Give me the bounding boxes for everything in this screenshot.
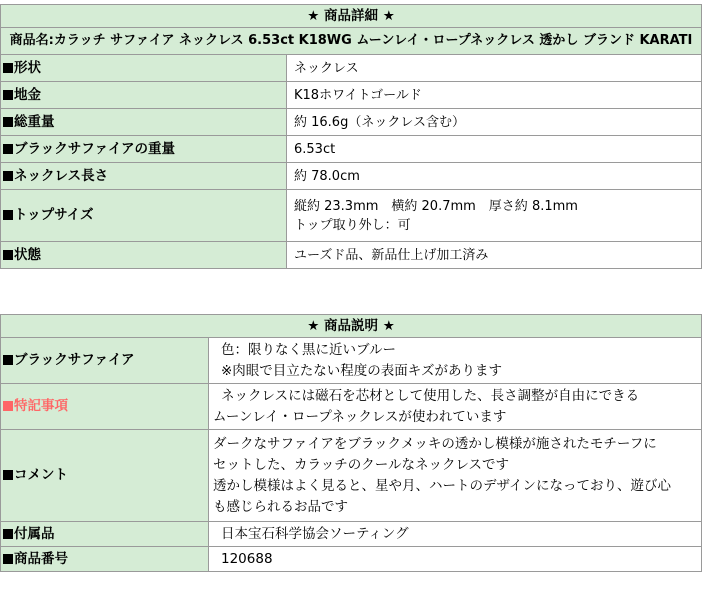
spec-value: ネックレス — [294, 60, 359, 76]
bullet-square-icon — [3, 63, 13, 73]
details-header: ★ 商品詳細 ★ — [1, 5, 702, 28]
product-name: 商品名:カラッチ サファイア ネックレス 6.53ct K18WG ムーンレイ・ロープネックレス 透かし ブランド KARATI — [1, 28, 702, 55]
desc-value-line: ダークなサファイアをブラックメッキの透かし模様が施されたモチーフに — [213, 435, 657, 452]
desc-label: ブラックサファイア — [14, 352, 135, 368]
desc-value-line: ネックレスには磁石を芯材として使用した、長さ調整が自由にできる — [221, 387, 640, 404]
spec-row-metal — [1, 82, 702, 109]
desc-value: 日本宝石科学協会ソーティング — [221, 525, 409, 542]
desc-value-line: 色：限りなく黒に近いブルー — [221, 341, 396, 358]
bullet-square-icon — [3, 470, 13, 480]
spec-value-line: 縦約 23.3mm 横約 20.7mm 厚さ約 8.1mm — [294, 198, 578, 214]
product-details-table — [0, 4, 702, 269]
desc-label: 特記事項 — [14, 398, 68, 414]
bullet-square-icon — [3, 355, 13, 365]
desc-label: コメント — [14, 467, 68, 483]
desc-row-special-notes — [1, 384, 702, 430]
bullet-square-icon — [3, 90, 13, 100]
spec-row-necklace-length — [1, 163, 702, 190]
bullet-square-icon — [3, 210, 13, 220]
spec-value-line: トップ取り外し：可 — [294, 217, 411, 233]
spec-value: K18ホワイトゴールド — [294, 87, 422, 103]
bullet-square-icon — [3, 529, 13, 539]
spec-label: 総重量 — [14, 113, 55, 130]
spec-row-total-weight — [1, 109, 702, 136]
description-header: ★ 商品説明 ★ — [1, 315, 702, 338]
desc-row-comment — [1, 430, 702, 522]
spec-value: ユーズド品、新品仕上げ加工済み — [294, 247, 489, 263]
spec-value: 約 16.6g（ネックレス含む） — [294, 114, 465, 130]
desc-label: 付属品 — [14, 525, 55, 542]
bullet-square-icon — [3, 401, 13, 411]
spec-value: 約 78.0cm — [294, 168, 360, 184]
desc-value: 120688 — [221, 550, 273, 567]
spec-label: ネックレス長さ — [14, 167, 109, 184]
desc-value-line: も感じられるお品です — [213, 498, 348, 515]
spec-row-top-size — [1, 190, 702, 242]
desc-value-line: 透かし模様はよく見ると、星や月、ハートのデザインになっており、遊び心 — [213, 477, 672, 494]
spec-value: 6.53ct — [294, 141, 336, 157]
desc-row-accessories — [1, 522, 702, 547]
bullet-square-icon — [3, 144, 13, 154]
desc-row-item-number — [1, 547, 702, 572]
bullet-square-icon — [3, 554, 13, 564]
bullet-square-icon — [3, 171, 13, 181]
desc-value-line: ※肉眼で目立たない程度の表面キズがあります — [221, 362, 503, 379]
desc-label: 商品番号 — [14, 550, 68, 567]
bullet-square-icon — [3, 117, 13, 127]
spec-label: トップサイズ — [14, 207, 94, 223]
spec-label: 状態 — [14, 246, 41, 263]
spec-row-shape — [1, 55, 702, 82]
desc-row-black-sapphire — [1, 338, 702, 384]
spec-label: 地金 — [14, 86, 41, 103]
desc-value-line: ムーンレイ・ロープネックレスが使われています — [213, 408, 507, 425]
product-description-table — [0, 314, 702, 572]
bullet-square-icon — [3, 250, 13, 260]
spec-label: ブラックサファイアの重量 — [14, 140, 176, 157]
spec-row-stone-weight — [1, 136, 702, 163]
spec-label: 形状 — [14, 59, 41, 76]
desc-value-line: セットした、カラッチのクールなネックレスです — [213, 456, 510, 473]
spec-row-condition — [1, 242, 702, 269]
